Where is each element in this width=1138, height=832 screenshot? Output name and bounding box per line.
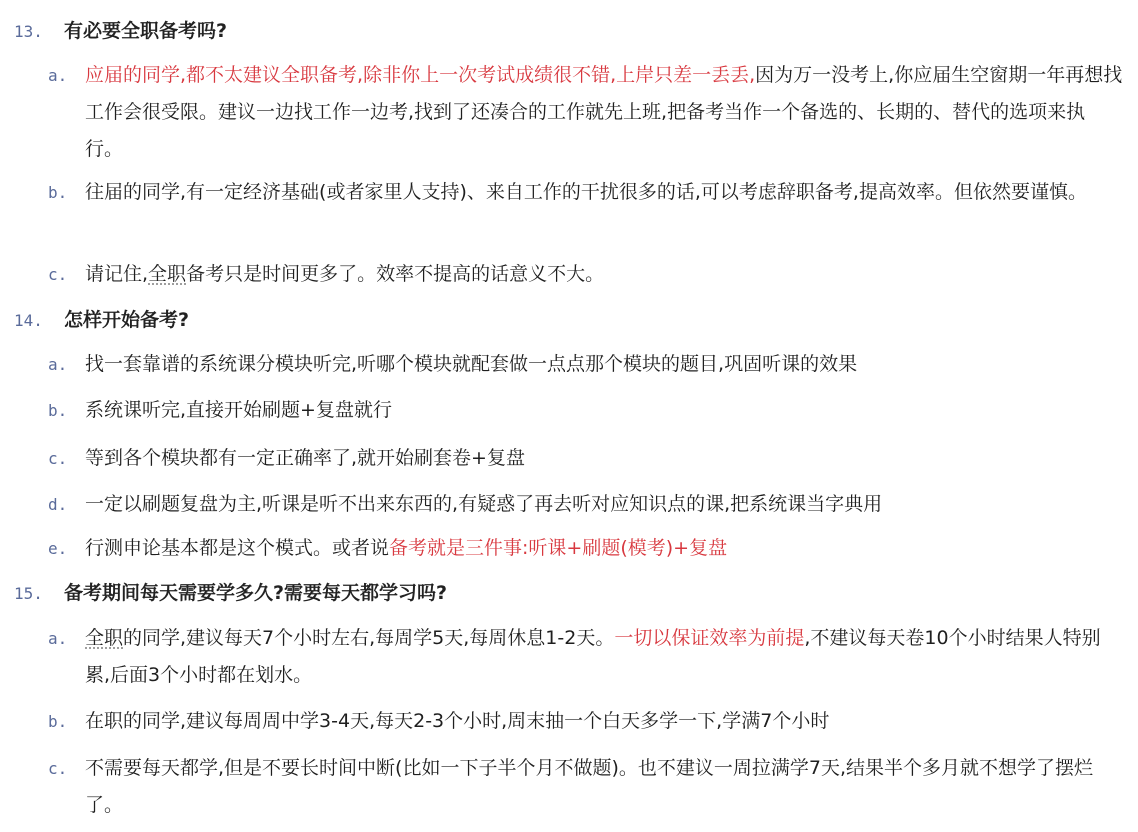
list-item (48, 256, 1123, 293)
list-marker: e. (48, 539, 68, 558)
list-marker: c. (48, 449, 68, 468)
list-item (48, 57, 1123, 168)
item-text-part: 的同学,建议每天7个小时左右,每周学5天,每周休息1-2天。 (123, 627, 615, 649)
item-text-part: ,不建议每天卷10个小时结果人特别累,后面3个小时都在划水。 (85, 627, 1101, 686)
item-text-part: 备考只是时间更多了。效率不提高的话意义不大。 (186, 263, 605, 285)
item-text: 系统课听完,直接开始刷题+复盘就行 (85, 399, 392, 421)
list-item (48, 620, 1123, 694)
list-item (48, 346, 1123, 383)
question-number: 14. (14, 311, 43, 330)
question-title: 有必要全职备考吗? (64, 20, 228, 42)
item-text (85, 256, 1123, 293)
question-number: 15. (14, 584, 43, 603)
list-item (48, 174, 1123, 211)
list-marker: b. (48, 401, 68, 420)
list-marker: c. (48, 265, 68, 284)
item-text: 在职的同学,建议每周周中学3-4天,每天2-3个小时,周末抽一个白天多学一下,学满7个小时 (85, 710, 830, 732)
highlight-text: 应届的同学,都不太建议全职备考,除非你上一次考试成绩很不错,上岸只差一丢丢, (85, 64, 756, 86)
question-title: 怎样开始备考? (64, 309, 190, 331)
item-text (85, 620, 1123, 694)
item-text: 不需要每天都学,但是不要长时间中断(比如一下子半个月不做题)。也不建议一周拉满学7天,结果半个多月就不想学了摆烂了。 (85, 757, 1093, 816)
underlined-term: 全职 (85, 627, 124, 649)
list-item (48, 392, 1123, 429)
item-text: 往届的同学,有一定经济基础(或者家里人支持)、来自工作的干扰很多的话,可以考虑辞职备考,提高效率。但依然要谨慎。 (85, 181, 1087, 203)
item-text: 找一套靠谱的系统课分模块听完,听哪个模块就配套做一点点那个模块的题目,巩固听课的效果 (85, 353, 858, 375)
highlight-text: 备考就是三件事:听课+刷题(模考)+复盘 (389, 537, 728, 559)
list-marker: a. (48, 66, 68, 85)
list-item (48, 440, 1123, 477)
highlight-text: 一切以保证效率为前提 (614, 627, 805, 649)
list-marker: a. (48, 355, 68, 374)
question-14 (14, 305, 189, 336)
question-title: 备考期间每天需要学多久?需要每天都学习吗? (64, 582, 448, 604)
list-item (48, 530, 1123, 567)
item-text (85, 530, 1123, 567)
item-text-part: 请记住, (85, 263, 149, 285)
question-13 (14, 16, 227, 47)
list-item (48, 750, 1123, 824)
list-item (48, 486, 1123, 523)
item-text (85, 57, 1123, 168)
item-text: 一定以刷题复盘为主,听课是听不出来东西的,有疑惑了再去听对应知识点的课,把系统课当字典用 (85, 493, 883, 515)
list-marker: a. (48, 629, 68, 648)
list-item (48, 703, 1123, 740)
item-text: 等到各个模块都有一定正确率了,就开始刷套卷+复盘 (85, 447, 525, 469)
item-text-part: 因为万一没考上,你应届生空窗期一年再想找工作会很受限。建议一边找工作一边考,找到了还凑合的工作就先上班,把备考当作一个备选的、长期的、替代的选项来执行。 (85, 64, 1123, 160)
question-15 (14, 578, 447, 609)
question-number: 13. (14, 22, 43, 41)
underlined-term: 全职 (148, 263, 187, 285)
list-marker: d. (48, 495, 68, 514)
list-marker: b. (48, 183, 68, 202)
list-marker: c. (48, 759, 68, 778)
item-text-part: 行测申论基本都是这个模式。或者说 (85, 537, 390, 559)
list-marker: b. (48, 712, 68, 731)
